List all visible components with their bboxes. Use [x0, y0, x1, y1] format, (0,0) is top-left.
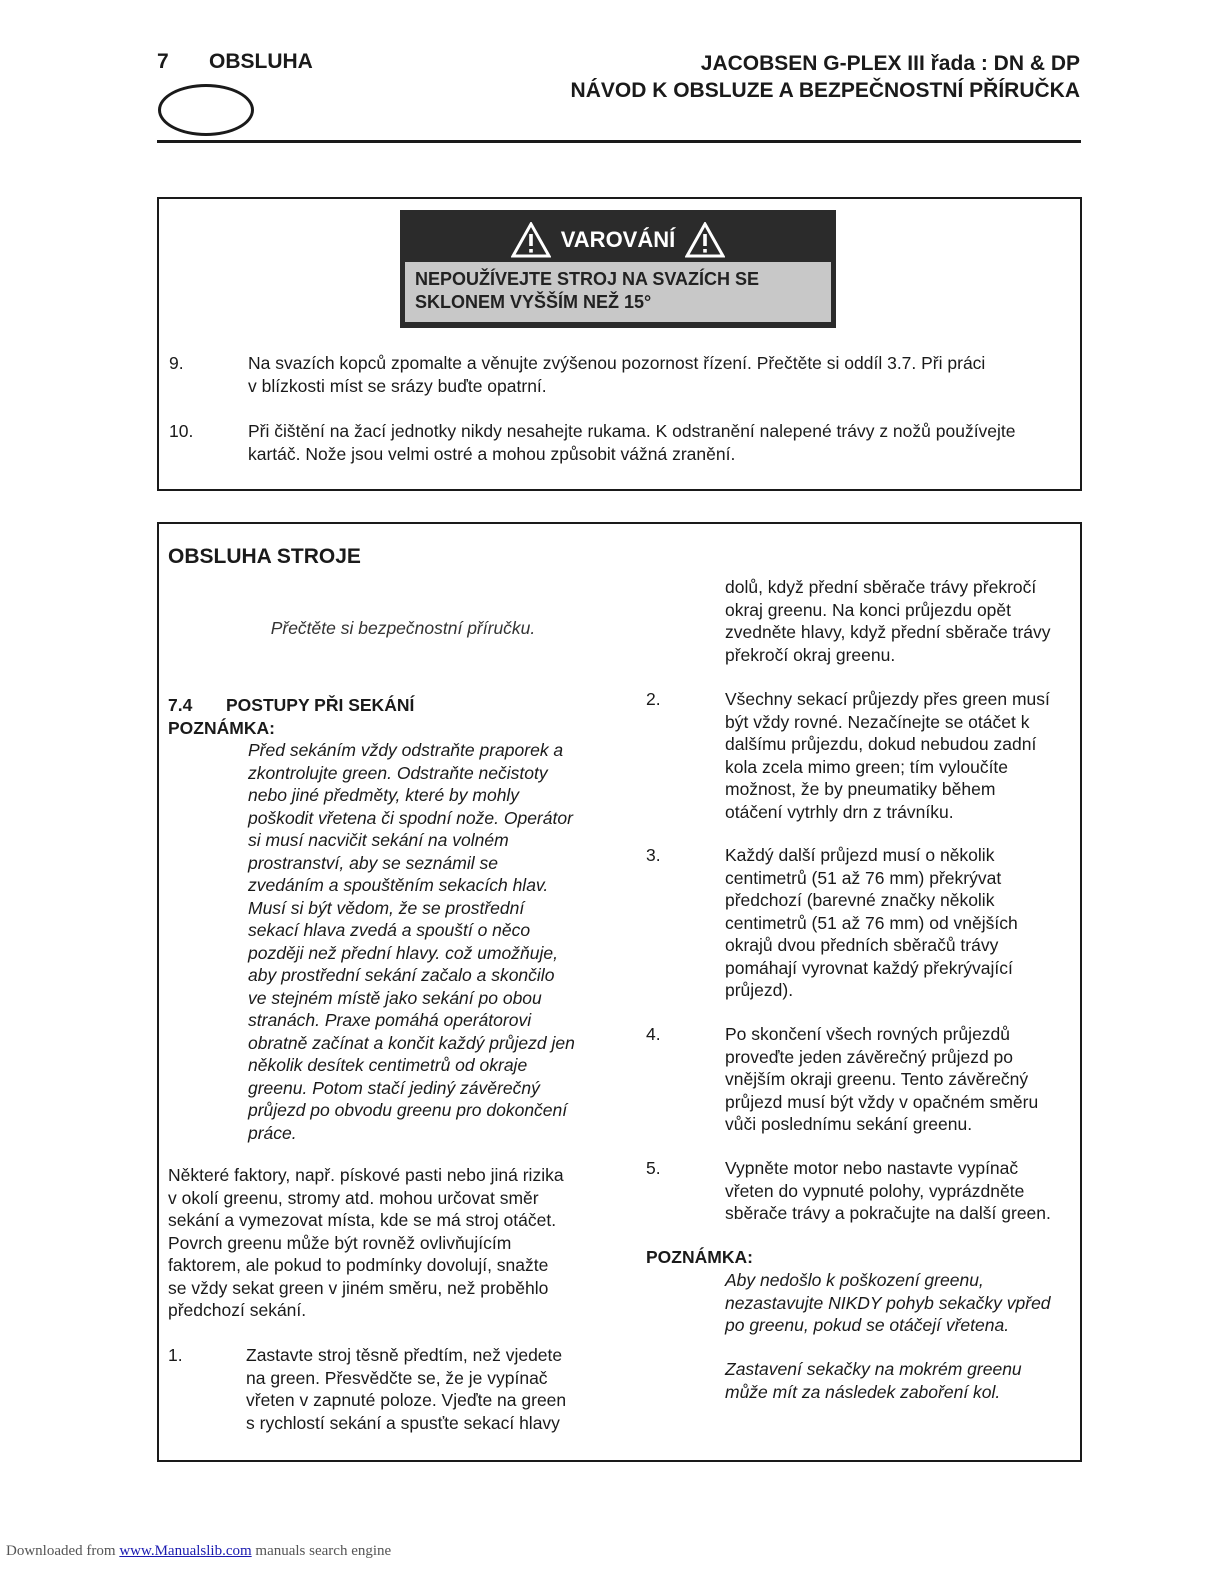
- text-line: Vypněte motor nebo nastavte vypínač: [725, 1158, 1019, 1178]
- text-line: Při čištění na žací jednotky nikdy nesahejte rukama. K odstranění nalepené trávy z nožů používejte: [248, 421, 1016, 441]
- text-line: Před sekáním vždy odstraňte praporek a: [248, 740, 564, 760]
- text-line: zvedněte hlavy, když přední sběrače trávy: [725, 622, 1051, 642]
- text-line: práce.: [248, 1122, 297, 1143]
- text-line: Po skončení všech rovných průjezdů: [725, 1024, 1011, 1044]
- text-line: poškodit vřetena či spodní nože. Operátor: [248, 807, 573, 828]
- safety-item-number: 10.: [169, 421, 194, 441]
- text-line: může mít za následek zaboření kol.: [725, 1381, 1001, 1402]
- text-line: dalšímu průjezdu, dokud nebudou zadní: [725, 734, 1037, 754]
- text-line: překročí okraj greenu.: [725, 644, 896, 665]
- document-title-line-2: NÁVOD K OBSLUZE A BEZPEČNOSTNÍ PŘÍRUČKA: [570, 79, 1080, 102]
- note-text: [248, 739, 575, 1144]
- text-line: vnějším okraji greenu. Tento závěrečný: [725, 1069, 1029, 1089]
- section-heading: [157, 50, 313, 74]
- text-line: nezastavujte NIKDY pohyb sekačky vpřed: [725, 1292, 1051, 1313]
- safety-item-number: 9.: [169, 353, 184, 373]
- text-line: s rychlostí sekání a spusťte sekací hlavy: [246, 1412, 560, 1433]
- text-line: být vždy rovné. Nezačínejte se otáčet k: [725, 711, 1030, 732]
- text-line: vřeten v zapnuté poloze. Vjeďte na green: [246, 1390, 567, 1410]
- text-line: průjezd).: [725, 980, 794, 1000]
- section-number: 7: [157, 50, 169, 73]
- text-line: Každý další průjezd musí o několik: [725, 845, 995, 865]
- factors-paragraph: [168, 1164, 564, 1322]
- text-line: několik desítek centimetrů od okraje: [248, 1055, 528, 1075]
- document-title: [571, 50, 1080, 104]
- step-text: [725, 1157, 1051, 1225]
- note-label: POZNÁMKA:: [168, 718, 275, 738]
- text-line: kola zcela mimo green; tím vyloučíte: [725, 756, 1009, 777]
- subsection-title: POSTUPY PŘI SEKÁNÍ: [226, 695, 415, 715]
- text-line: Musí si být vědom, že se prostřední: [248, 897, 525, 918]
- step-number: 3.: [646, 845, 661, 865]
- warning-panel: [400, 210, 836, 328]
- warning-triangle-icon: [685, 222, 725, 258]
- text-line: Aby nedošlo k poškození greenu,: [725, 1270, 984, 1290]
- text-line: možnost, že by pneumatiky během: [725, 779, 996, 799]
- text-line: na green. Přesvědčte se, že je vypínač: [246, 1367, 548, 1388]
- text-line: si musí nacvičit sekání na volném: [248, 830, 509, 850]
- text-line: nebo jiné předměty, které by mohly: [248, 785, 520, 805]
- warning-body-line: SKLONEM VYŠŠÍM NEŽ 15°: [415, 292, 652, 312]
- note-text: [725, 1358, 1022, 1403]
- subsection-number: 7.4: [168, 695, 193, 715]
- text-line: sekací hlava zvedá a spouští o něco: [248, 920, 531, 940]
- text-line: zvedáním a spouštěním sekacích hlav.: [248, 875, 549, 895]
- step-number: 5.: [646, 1158, 661, 1178]
- text-line: dolů, když přední sběrače trávy překročí: [725, 577, 1037, 597]
- step-number: 4.: [646, 1024, 661, 1044]
- warning-body: [405, 262, 831, 322]
- text-line: vřeten do vypnuté polohy, vyprázdněte: [725, 1180, 1025, 1201]
- text-line: okrajů dvou předních sběračů trávy: [725, 935, 999, 955]
- text-line: Některé faktory, např. pískové pasti nebo jiná rizika: [168, 1165, 564, 1185]
- text-line: v blízkosti míst se srázy buďte opatrní.: [248, 375, 547, 396]
- step-number: 1.: [168, 1345, 183, 1365]
- text-line: Všechny sekací průjezdy přes green musí: [725, 689, 1050, 709]
- step-text: [725, 688, 1050, 823]
- note-label: POZNÁMKA:: [646, 1247, 753, 1267]
- text-line: sekání a vymezovat místa, kde se má stroj otáčet.: [168, 1210, 557, 1230]
- document-title-line-1: JACOBSEN G-PLEX III řada : DN & DP: [700, 52, 1080, 75]
- text-line: se vždy sekat green v jiném směru, než proběhlo: [168, 1277, 549, 1298]
- text-line: sběrače trávy a pokračujte na další green.: [725, 1203, 1051, 1223]
- text-line: centimetrů (51 až 76 mm) překrývat: [725, 867, 1002, 888]
- text-line: později než přední hlavy. což umožňuje,: [248, 942, 558, 963]
- text-line: vůči poslednímu sekání greenu.: [725, 1114, 973, 1134]
- text-line: ve stejném místě jako sekání po obou: [248, 987, 542, 1008]
- text-line: centimetrů (51 až 76 mm) od vnějších: [725, 912, 1018, 933]
- warning-title-row: [400, 218, 836, 262]
- text-line: stranách. Praxe pomáhá operátorovi: [248, 1010, 532, 1030]
- text-line: předchozí (barevné značky několik: [725, 890, 995, 910]
- note-text: [725, 1269, 1051, 1337]
- text-line: prostranství, aby se seznámil se: [248, 852, 498, 873]
- safety-item-text: [248, 352, 985, 397]
- footer-prefix: Downloaded from: [6, 1543, 116, 1559]
- warning-body-line: NEPOUŽÍVEJTE STROJ NA SVAZÍCH SE: [415, 269, 760, 289]
- text-line: v okolí greenu, stromy atd. mohou určovat směr: [168, 1187, 539, 1208]
- text-line: obratně začínat a končit každý průjezd jen: [248, 1032, 575, 1053]
- text-line: kartáč. Nože jsou velmi ostré a mohou způsobit vážná zranění.: [248, 443, 736, 464]
- read-manual-note: Přečtěte si bezpečnostní příručku.: [270, 618, 536, 638]
- text-line: průjezd musí být vždy v opačném směru: [725, 1091, 1039, 1112]
- text-line: předchozí sekání.: [168, 1300, 307, 1320]
- text-line: aby prostřední sekání začalo a skončilo: [248, 965, 555, 985]
- text-line: Na svazích kopců zpomalte a věnujte zvýšenou pozornost řízení. Přečtěte si oddíl 3.7. Při práci: [248, 353, 986, 373]
- step-text: [725, 844, 1018, 1002]
- text-line: Zastavení sekačky na mokrém greenu: [725, 1359, 1022, 1379]
- warning-triangle-icon: [511, 222, 551, 258]
- text-line: Zastavte stroj těsně předtím, než vjedete: [246, 1345, 563, 1365]
- header-divider: [157, 140, 1081, 143]
- text-line: průjezd po obvodu greenu pro dokončení: [248, 1100, 568, 1120]
- text-line: otáčení vytrhly drn z trávníku.: [725, 801, 954, 822]
- download-footer: [6, 1543, 391, 1560]
- step-text: [246, 1344, 566, 1434]
- footer-suffix: manuals search engine: [255, 1543, 392, 1559]
- safety-item-text: [248, 420, 1016, 465]
- text-line: Povrch greenu může být rovněž ovlivňujícím: [168, 1232, 512, 1253]
- language-oval-graphic: [158, 84, 254, 136]
- operation-title: OBSLUHA STROJE: [168, 545, 361, 568]
- text-line: pomáhají vyrovnat každý překrývající: [725, 957, 1013, 978]
- manualslib-link[interactable]: www.Manualslib.com: [119, 1543, 252, 1559]
- text-line: faktorem, ale pokud to podmínky dovolují, snažte: [168, 1255, 549, 1275]
- text-line: po greenu, pokud se otáčejí vřetena.: [725, 1315, 1010, 1335]
- step-text-continued: [725, 576, 1051, 666]
- step-number: 2.: [646, 689, 661, 709]
- step-text: [725, 1023, 1038, 1136]
- section-title: OBSLUHA: [209, 50, 313, 73]
- warning-title: VAROVÁNÍ: [560, 227, 676, 252]
- text-line: okraj greenu. Na konci průjezdu opět: [725, 599, 1012, 620]
- text-line: greenu. Potom stačí jediný závěrečný: [248, 1077, 540, 1098]
- text-line: proveďte jeden závěrečný průjezd po: [725, 1046, 1014, 1067]
- text-line: zkontrolujte green. Odstraňte nečistoty: [248, 762, 548, 783]
